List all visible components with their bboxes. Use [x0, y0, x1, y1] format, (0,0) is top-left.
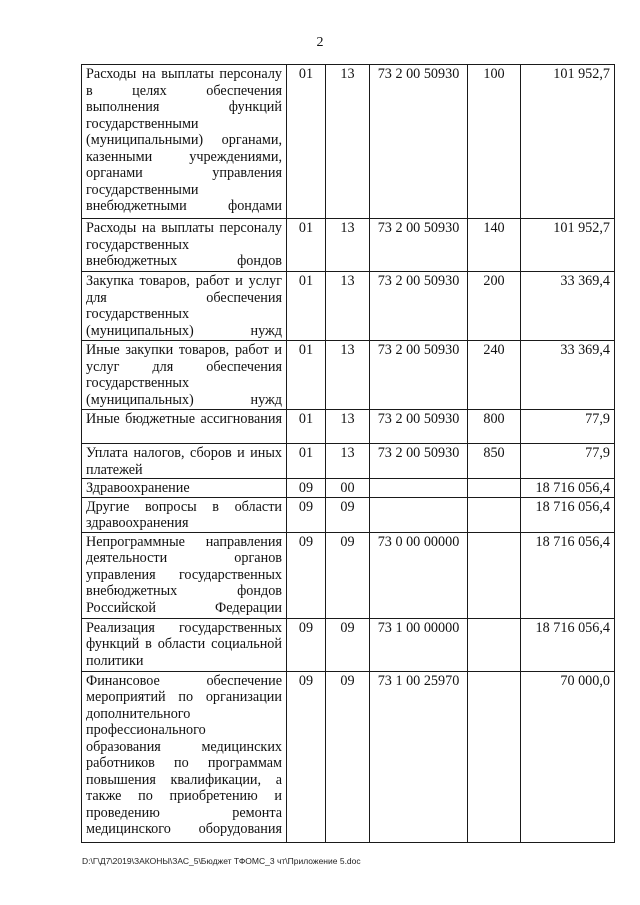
row-target-article: 73 1 00 00000	[370, 618, 468, 671]
row-expense-type: 140	[468, 219, 521, 272]
row-amount: 101 952,7	[521, 65, 615, 219]
row-target-article: 73 2 00 50930	[370, 341, 468, 410]
row-subsection: 00	[326, 479, 370, 498]
row-section: 01	[287, 272, 326, 341]
table-row	[82, 532, 615, 618]
row-name: Здравоохранение	[82, 479, 287, 498]
row-amount: 33 369,4	[521, 272, 615, 341]
row-section: 09	[287, 479, 326, 498]
row-name: Расходы на выплаты персоналу в целях обеспечения выполнения функций государственными (муниципальными) органами, казенными учреждениями, органами управления государственными внебюджетными фондами	[82, 65, 287, 219]
row-expense-type	[468, 618, 521, 671]
row-expense-type	[468, 497, 521, 532]
table-row	[82, 671, 615, 842]
row-target-article: 73 2 00 50930	[370, 410, 468, 444]
row-expense-type	[468, 671, 521, 842]
table-row	[82, 479, 615, 498]
row-amount: 77,9	[521, 410, 615, 444]
row-target-article: 73 0 00 00000	[370, 532, 468, 618]
row-subsection: 13	[326, 444, 370, 479]
row-name: Другие вопросы в области здравоохранения	[82, 497, 287, 532]
row-amount: 18 716 056,4	[521, 497, 615, 532]
row-expense-type: 850	[468, 444, 521, 479]
page-number: 2	[316, 35, 324, 50]
row-section: 09	[287, 671, 326, 842]
table-row	[82, 618, 615, 671]
table-row	[82, 497, 615, 532]
row-section: 01	[287, 65, 326, 219]
row-name: Закупка товаров, работ и услуг для обеспечения государственных (муниципальных) нужд	[82, 272, 287, 341]
row-subsection: 13	[326, 219, 370, 272]
row-section: 01	[287, 341, 326, 410]
row-subsection: 09	[326, 497, 370, 532]
row-section: 09	[287, 618, 326, 671]
row-target-article	[370, 497, 468, 532]
table-row	[82, 219, 615, 272]
table-row	[82, 410, 615, 444]
table-row	[82, 272, 615, 341]
row-subsection: 09	[326, 671, 370, 842]
row-target-article: 73 2 00 50930	[370, 444, 468, 479]
row-target-article	[370, 479, 468, 498]
row-section: 01	[287, 219, 326, 272]
row-expense-type: 240	[468, 341, 521, 410]
row-amount: 18 716 056,4	[521, 618, 615, 671]
row-expense-type: 200	[468, 272, 521, 341]
row-target-article: 73 1 00 25970	[370, 671, 468, 842]
row-amount: 18 716 056,4	[521, 532, 615, 618]
table-row	[82, 444, 615, 479]
row-subsection: 13	[326, 272, 370, 341]
file-path-footer: D:\Г\Д7\2019\ЗАКОНЫ\ЗАС_5\Бюджет ТФОМС_3 чт\Приложение 5.doc	[82, 856, 361, 866]
row-target-article: 73 2 00 50930	[370, 272, 468, 341]
row-amount: 18 716 056,4	[521, 479, 615, 498]
row-subsection: 09	[326, 532, 370, 618]
row-subsection: 13	[326, 65, 370, 219]
row-subsection: 09	[326, 618, 370, 671]
row-expense-type: 800	[468, 410, 521, 444]
row-name: Уплата налогов, сборов и иных платежей	[82, 444, 287, 479]
row-subsection: 13	[326, 341, 370, 410]
row-target-article: 73 2 00 50930	[370, 219, 468, 272]
row-amount: 101 952,7	[521, 219, 615, 272]
row-name: Реализация государственных функций в области социальной политики	[82, 618, 287, 671]
row-expense-type	[468, 532, 521, 618]
row-section: 09	[287, 532, 326, 618]
row-amount: 33 369,4	[521, 341, 615, 410]
row-amount: 77,9	[521, 444, 615, 479]
table-row	[82, 65, 615, 219]
row-section: 01	[287, 410, 326, 444]
row-section: 01	[287, 444, 326, 479]
budget-table	[81, 64, 615, 843]
row-subsection: 13	[326, 410, 370, 444]
row-target-article: 73 2 00 50930	[370, 65, 468, 219]
row-name: Расходы на выплаты персоналу государственных внебюджетных фондов	[82, 219, 287, 272]
row-section: 09	[287, 497, 326, 532]
row-name: Иные бюджетные ассигнования	[82, 410, 287, 444]
row-name: Иные закупки товаров, работ и услуг для обеспечения государственных (муниципальных) нужд	[82, 341, 287, 410]
row-expense-type	[468, 479, 521, 498]
row-name: Финансовое обеспечение мероприятий по организации дополнительного профессионального образования медицинских работников по программам повышения квалификации, а также по приобретению и проведению ремонта медицинского оборудования	[82, 671, 287, 842]
row-name: Непрограммные направления деятельности органов управления государственных внебюджетных фондов Российской Федерации	[82, 532, 287, 618]
row-expense-type: 100	[468, 65, 521, 219]
row-amount: 70 000,0	[521, 671, 615, 842]
table-row	[82, 341, 615, 410]
